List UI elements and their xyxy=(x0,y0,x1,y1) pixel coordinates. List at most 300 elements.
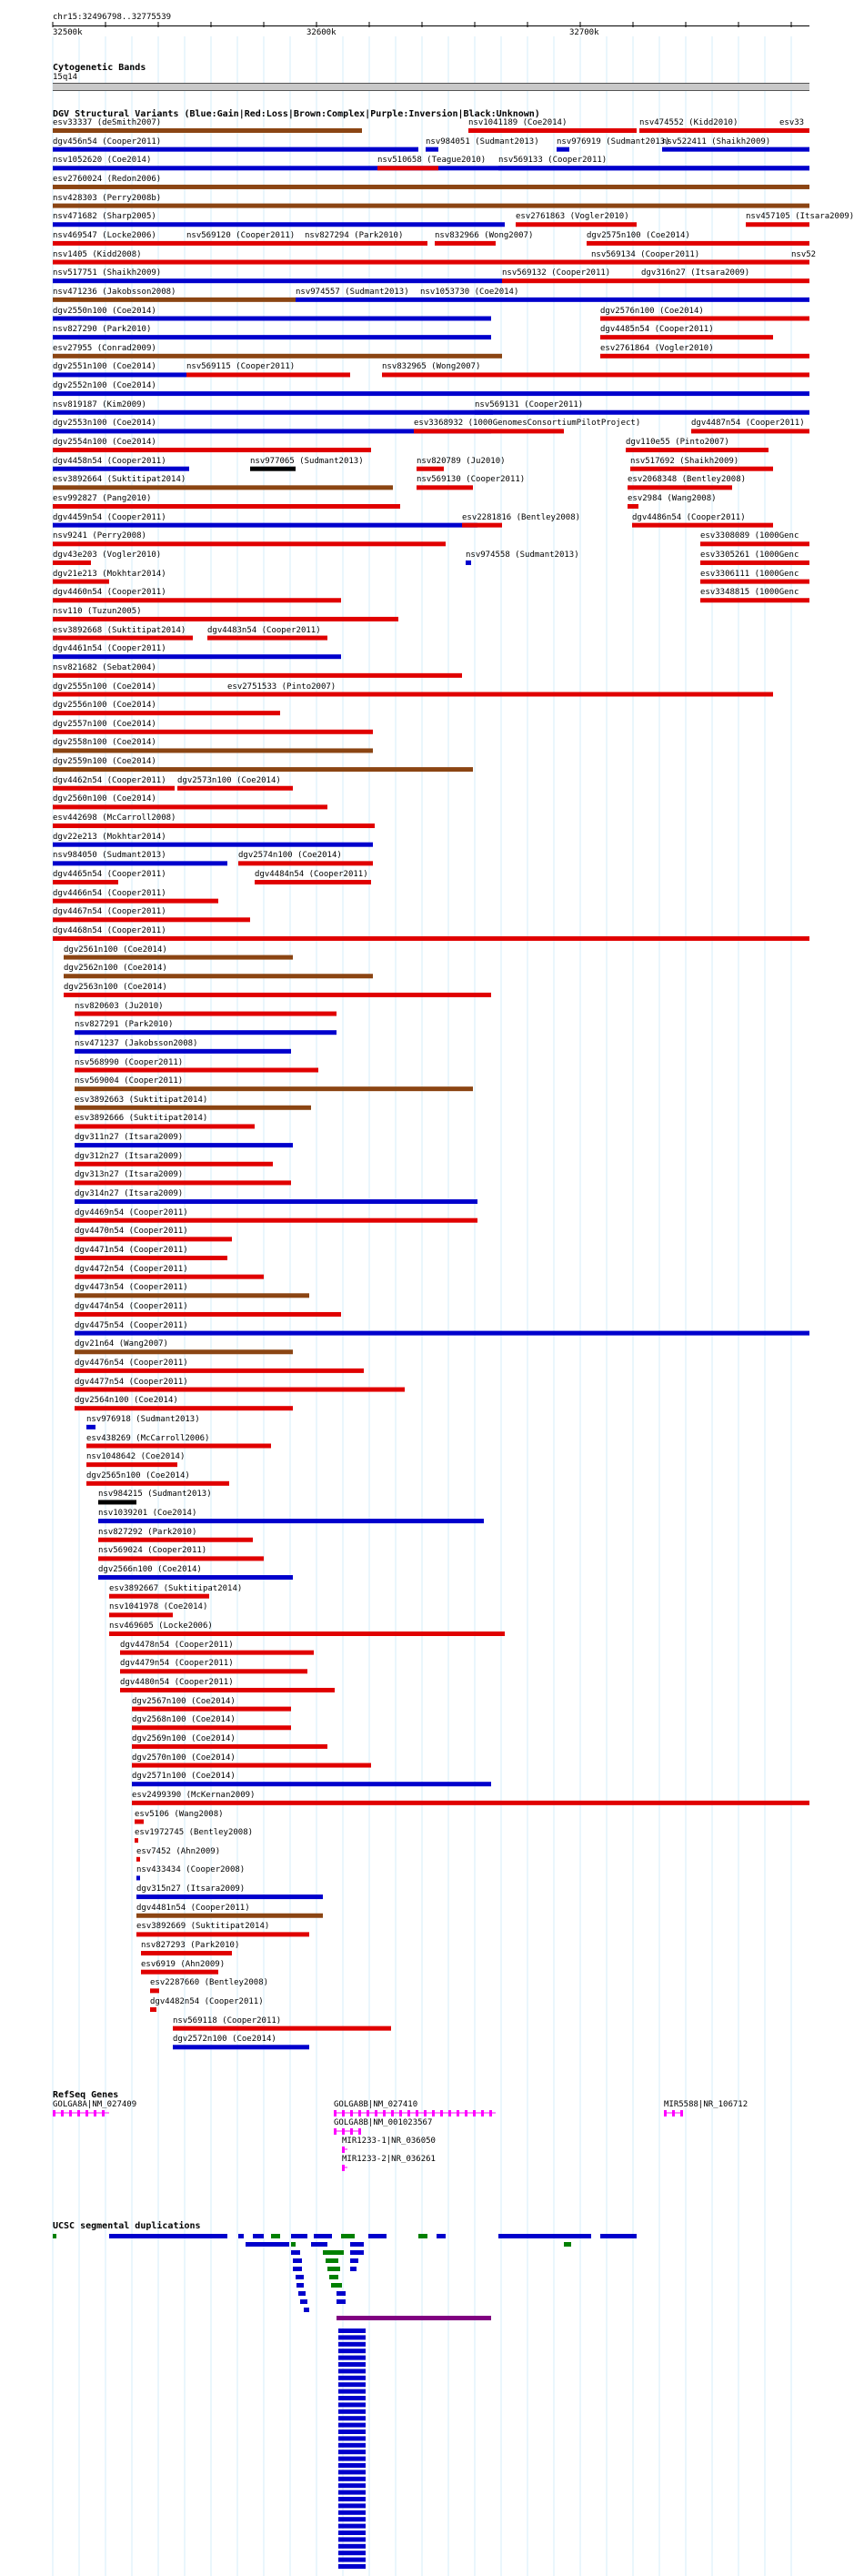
refseq-exon[interactable] xyxy=(473,2110,476,2116)
dgv-variant-label[interactable]: dgv4460n54 (Cooper2011) xyxy=(53,588,166,598)
dgv-variant-label[interactable]: nsv1039201 (Coe2014) xyxy=(98,1509,197,1519)
dgv-variant-label[interactable]: dgv110e55 (Pinto2007) xyxy=(626,438,729,448)
dgv-variant-bar[interactable] xyxy=(641,278,809,283)
dgv-variant-bar[interactable] xyxy=(53,636,193,641)
dgv-variant-label[interactable]: nsv474552 (Kidd2010) xyxy=(639,118,738,127)
dgv-variant-bar[interactable] xyxy=(86,1425,95,1429)
dgv-variant-bar[interactable] xyxy=(98,1519,484,1523)
segmental-duplication[interactable] xyxy=(338,2402,366,2407)
dgv-variant-label[interactable]: esv3348815 (1000Genc xyxy=(700,588,799,598)
dgv-variant-label[interactable]: dgv4470n54 (Cooper2011) xyxy=(75,1227,188,1237)
refseq-exon[interactable] xyxy=(85,2110,88,2116)
refseq-exon[interactable] xyxy=(94,2110,96,2116)
dgv-variant-label[interactable]: nsv832966 (Wong2007) xyxy=(435,230,534,240)
refseq-exon[interactable] xyxy=(69,2110,72,2116)
dgv-variant-label[interactable]: nsv110 (Tuzun2005) xyxy=(53,606,142,616)
dgv-variant-label[interactable]: dgv2558n100 (Coe2014) xyxy=(53,738,156,748)
dgv-variant-bar[interactable] xyxy=(136,1857,140,1862)
dgv-variant-bar[interactable] xyxy=(791,260,809,265)
refseq-exon[interactable] xyxy=(457,2110,459,2116)
segmental-duplication[interactable] xyxy=(338,2436,366,2440)
dgv-variant-label[interactable]: dgv316n27 (Itsara2009) xyxy=(641,268,750,278)
dgv-variant-label[interactable]: esv3892669 (Suktitipat2014) xyxy=(136,1922,270,1932)
dgv-variant-label[interactable]: dgv2561n100 (Coe2014) xyxy=(64,945,167,955)
dgv-variant-label[interactable]: nsv569130 (Cooper2011) xyxy=(417,475,526,485)
segmental-duplication[interactable] xyxy=(293,2267,302,2271)
dgv-variant-label[interactable]: nsv433434 (Cooper2008) xyxy=(136,1865,246,1875)
dgv-variant-label[interactable]: nsv1041978 (Coe2014) xyxy=(109,1602,208,1612)
segmental-duplication[interactable] xyxy=(338,2356,366,2360)
refseq-exon[interactable] xyxy=(440,2110,443,2116)
segmental-duplication[interactable] xyxy=(246,2242,289,2247)
dgv-variant-bar[interactable] xyxy=(53,317,491,321)
dgv-variant-bar[interactable] xyxy=(64,993,491,997)
dgv-variant-label[interactable]: dgv4469n54 (Cooper2011) xyxy=(75,1207,188,1217)
segmental-duplication[interactable] xyxy=(437,2234,446,2238)
dgv-variant-bar[interactable] xyxy=(475,410,809,415)
segmental-duplication[interactable] xyxy=(338,2335,366,2339)
segmental-duplication[interactable] xyxy=(291,2234,307,2238)
dgv-variant-bar[interactable] xyxy=(98,1556,264,1561)
dgv-variant-label[interactable]: esv442698 (McCarroll2008) xyxy=(53,813,176,823)
dgv-variant-bar[interactable] xyxy=(417,485,473,490)
dgv-variant-label[interactable]: dgv4465n54 (Cooper2011) xyxy=(53,870,166,879)
dgv-variant-bar[interactable] xyxy=(53,222,505,227)
dgv-variant-bar[interactable] xyxy=(468,128,637,133)
dgv-variant-label[interactable]: nsv984050 (Sudmant2013) xyxy=(53,851,166,861)
dgv-variant-bar[interactable] xyxy=(53,504,400,509)
dgv-variant-label[interactable]: dgv2571n100 (Coe2014) xyxy=(132,1772,236,1782)
dgv-variant-label[interactable]: esv2751533 (Pinto2007) xyxy=(227,682,337,692)
dgv-variant-bar[interactable] xyxy=(141,1970,218,1975)
segmental-duplication[interactable] xyxy=(338,2416,366,2420)
dgv-variant-label[interactable]: dgv4459n54 (Cooper2011) xyxy=(53,512,166,522)
dgv-variant-label[interactable]: nsv457105 (Itsara2009) xyxy=(746,212,854,222)
dgv-variant-bar[interactable] xyxy=(516,222,637,227)
dgv-variant-label[interactable]: esv3892668 (Suktitipat2014) xyxy=(53,625,186,635)
dgv-variant-bar[interactable] xyxy=(109,1594,209,1599)
segmental-duplication[interactable] xyxy=(338,2517,366,2521)
dgv-variant-label[interactable]: dgv456n54 (Cooper2011) xyxy=(53,136,162,146)
dgv-variant-label[interactable]: nsv428303 (Perry2008b) xyxy=(53,193,162,203)
refseq-exon[interactable] xyxy=(383,2110,386,2116)
dgv-variant-bar[interactable] xyxy=(75,1012,337,1016)
segmental-duplication[interactable] xyxy=(338,2524,366,2529)
segmental-duplication[interactable] xyxy=(350,2250,364,2255)
dgv-variant-label[interactable]: dgv2569n100 (Coe2014) xyxy=(132,1733,236,1743)
dgv-variant-label[interactable]: nsv976919 (Sudmant2013) xyxy=(557,136,670,146)
dgv-variant-label[interactable]: nsv832965 (Wong2007) xyxy=(382,362,481,372)
dgv-variant-bar[interactable] xyxy=(135,1838,138,1843)
segmental-duplication[interactable] xyxy=(350,2258,358,2263)
dgv-variant-label[interactable]: dgv2550n100 (Coe2014) xyxy=(53,306,156,316)
refseq-exon[interactable] xyxy=(334,2128,337,2135)
refseq-exon[interactable] xyxy=(672,2110,675,2116)
dgv-variant-bar[interactable] xyxy=(53,335,491,339)
segmental-duplication[interactable] xyxy=(338,2362,366,2367)
dgv-variant-bar[interactable] xyxy=(53,561,91,565)
segmental-duplication[interactable] xyxy=(338,2423,366,2428)
dgv-variant-label[interactable]: dgv2570n100 (Coe2014) xyxy=(132,1753,236,1763)
dgv-variant-bar[interactable] xyxy=(53,372,186,377)
dgv-variant-label[interactable]: esv2281816 (Bentley2008) xyxy=(462,512,581,522)
dgv-variant-bar[interactable] xyxy=(173,2045,309,2049)
dgv-variant-bar[interactable] xyxy=(132,1763,371,1768)
dgv-variant-bar[interactable] xyxy=(75,1331,809,1336)
dgv-variant-bar[interactable] xyxy=(53,617,398,621)
dgv-variant-label[interactable]: nsv568990 (Cooper2011) xyxy=(75,1057,184,1067)
dgv-variant-bar[interactable] xyxy=(700,598,809,602)
segmental-duplication[interactable] xyxy=(271,2234,280,2238)
dgv-variant-label[interactable]: nsv974557 (Sudmant2013) xyxy=(296,287,409,297)
cytoband-track-title[interactable]: Cytogenetic Bands xyxy=(53,63,146,73)
segmental-duplication[interactable] xyxy=(338,2551,366,2555)
dgv-variant-bar[interactable] xyxy=(628,504,638,509)
dgv-variant-label[interactable]: nsv471236 (Jakobsson2008) xyxy=(53,287,176,297)
refseq-exon[interactable] xyxy=(432,2110,435,2116)
segmental-duplication[interactable] xyxy=(331,2283,342,2288)
dgv-variant-bar[interactable] xyxy=(53,711,280,715)
refseq-exon[interactable] xyxy=(367,2110,369,2116)
dgv-variant-label[interactable]: esv6919 (Ahn2009) xyxy=(141,1959,226,1969)
dgv-variant-bar[interactable] xyxy=(296,298,420,302)
dgv-variant-label[interactable]: dgv4485n54 (Cooper2011) xyxy=(600,325,714,335)
dgv-variant-bar[interactable] xyxy=(136,1914,323,1918)
dgv-variant-bar[interactable] xyxy=(466,561,471,565)
dgv-variant-bar[interactable] xyxy=(150,2007,156,2012)
refseq-exon[interactable] xyxy=(358,2128,361,2135)
dgv-variant-bar[interactable] xyxy=(150,1988,159,1993)
dgv-variant-label[interactable]: dgv4476n54 (Cooper2011) xyxy=(75,1358,188,1368)
dgv-variant-bar[interactable] xyxy=(53,185,809,189)
refseq-exon[interactable] xyxy=(399,2110,402,2116)
dgv-variant-label[interactable]: dgv313n27 (Itsara2009) xyxy=(75,1170,184,1180)
refseq-exon[interactable] xyxy=(334,2110,337,2116)
dgv-variant-label[interactable]: dgv4475n54 (Cooper2011) xyxy=(75,1320,188,1330)
dgv-variant-label[interactable]: esv2068348 (Bentley2008) xyxy=(628,475,747,485)
segmental-duplication[interactable] xyxy=(329,2275,338,2279)
dgv-variant-bar[interactable] xyxy=(64,974,373,978)
dgv-variant-label[interactable]: nsv569120 (Cooper2011) xyxy=(186,230,296,240)
dgv-variant-label[interactable]: nsv827291 (Park2010) xyxy=(75,1020,174,1030)
dgv-variant-bar[interactable] xyxy=(53,128,362,133)
dgv-variant-bar[interactable] xyxy=(53,448,371,452)
dgv-variant-bar[interactable] xyxy=(177,786,293,791)
segmental-duplication[interactable] xyxy=(337,2291,346,2296)
dgv-variant-bar[interactable] xyxy=(132,1801,809,1805)
dgv-variant-label[interactable]: nsv977065 (Sudmant2013) xyxy=(250,456,364,466)
segmental-duplication[interactable] xyxy=(304,2308,309,2312)
dgv-variant-label[interactable]: esv3306111 (1000Genc xyxy=(700,569,799,579)
refseq-gene-label[interactable]: GOLGA8B|NM_027410 xyxy=(334,2100,418,2109)
dgv-variant-label[interactable]: dgv4477n54 (Cooper2011) xyxy=(75,1377,188,1387)
refseq-exon[interactable] xyxy=(350,2128,353,2135)
dgv-variant-bar[interactable] xyxy=(141,1951,232,1955)
dgv-variant-label[interactable]: dgv2573n100 (Coe2014) xyxy=(177,775,281,785)
dgv-variant-bar[interactable] xyxy=(120,1651,314,1655)
dgv-variant-label[interactable]: dgv4473n54 (Cooper2011) xyxy=(75,1283,188,1293)
segmental-duplication[interactable] xyxy=(338,2389,366,2394)
dgv-variant-label[interactable]: dgv315n27 (Itsara2009) xyxy=(136,1884,246,1894)
dgv-variant-bar[interactable] xyxy=(426,147,438,152)
refseq-exon[interactable] xyxy=(416,2110,418,2116)
dgv-variant-bar[interactable] xyxy=(498,166,809,170)
dgv-variant-bar[interactable] xyxy=(75,1218,477,1223)
dgv-variant-bar[interactable] xyxy=(132,1782,491,1786)
dgv-variant-bar[interactable] xyxy=(75,1124,255,1128)
dgv-variant-label[interactable]: esv1972745 (Bentley2008) xyxy=(135,1828,254,1838)
dgv-variant-bar[interactable] xyxy=(75,1199,477,1204)
dgv-variant-bar[interactable] xyxy=(53,823,375,828)
dgv-variant-bar[interactable] xyxy=(250,467,296,471)
dgv-variant-bar[interactable] xyxy=(109,1612,173,1617)
dgv-variant-bar[interactable] xyxy=(173,2026,391,2031)
dgv-variant-bar[interactable] xyxy=(136,1894,323,1899)
dgv-variant-label[interactable]: nsv569118 (Cooper2011) xyxy=(173,2015,282,2025)
dgv-variant-label[interactable]: esv7452 (Ahn2009) xyxy=(136,1846,221,1856)
refseq-exon[interactable] xyxy=(391,2110,394,2116)
dgv-variant-bar[interactable] xyxy=(53,354,502,359)
segmental-duplication[interactable] xyxy=(564,2242,571,2247)
dgv-variant-bar[interactable] xyxy=(53,241,186,246)
dgv-variant-label[interactable]: dgv4468n54 (Cooper2011) xyxy=(53,925,166,935)
dgv-variant-bar[interactable] xyxy=(75,1369,364,1373)
dgv-variant-label[interactable]: nsv569134 (Cooper2011) xyxy=(591,249,700,259)
segmental-duplication[interactable] xyxy=(338,2369,366,2373)
dgv-variant-label[interactable]: dgv4482n54 (Cooper2011) xyxy=(150,1997,264,2006)
dgv-variant-label[interactable]: esv5106 (Wang2008) xyxy=(135,1809,224,1819)
dgv-variant-label[interactable]: nsv469547 (Locke2006) xyxy=(53,230,156,240)
dgv-variant-label[interactable]: nsv569131 (Cooper2011) xyxy=(475,399,584,409)
segmental-duplication[interactable] xyxy=(337,2316,491,2320)
dgv-variant-bar[interactable] xyxy=(86,1481,229,1486)
dgv-variant-bar[interactable] xyxy=(53,748,373,753)
dgv-variant-bar[interactable] xyxy=(109,1631,505,1636)
dgv-variant-bar[interactable] xyxy=(53,843,373,847)
dgv-variant-bar[interactable] xyxy=(700,580,809,584)
dgv-variant-bar[interactable] xyxy=(53,654,341,659)
dgv-variant-label[interactable]: dgv4486n54 (Cooper2011) xyxy=(632,512,746,522)
segmental-duplication[interactable] xyxy=(314,2234,332,2238)
dgv-variant-label[interactable]: nsv569133 (Cooper2011) xyxy=(498,156,608,166)
dgv-variant-bar[interactable] xyxy=(53,147,418,152)
dgv-track-title[interactable]: DGV Structural Variants (Blue:Gain|Red:Loss|Brown:Complex|Purple:Inversion|Black:Unknown) xyxy=(53,109,540,119)
dgv-variant-label[interactable]: dgv4461n54 (Cooper2011) xyxy=(53,644,166,654)
dgv-variant-label[interactable]: dgv2555n100 (Coe2014) xyxy=(53,682,156,692)
segmental-duplication[interactable] xyxy=(109,2234,227,2238)
segmental-duplication[interactable] xyxy=(338,2382,366,2387)
dgv-variant-label[interactable]: dgv2562n100 (Coe2014) xyxy=(64,964,167,974)
segmental-duplication[interactable] xyxy=(253,2234,264,2238)
dgv-variant-bar[interactable] xyxy=(53,861,227,865)
dgv-variant-label[interactable]: dgv311n27 (Itsara2009) xyxy=(75,1133,184,1143)
segmental-duplication[interactable] xyxy=(337,2299,346,2304)
dgv-variant-label[interactable]: dgv4474n54 (Cooper2011) xyxy=(75,1301,188,1311)
dgv-variant-bar[interactable] xyxy=(746,222,809,227)
segmental-duplication[interactable] xyxy=(338,2430,366,2434)
segmental-duplication[interactable] xyxy=(338,2329,366,2333)
segmental-duplication[interactable] xyxy=(338,2376,366,2380)
dgv-variant-bar[interactable] xyxy=(120,1688,335,1692)
dgv-variant-label[interactable]: esv3892664 (Suktitipat2014) xyxy=(53,475,186,485)
dgv-variant-label[interactable]: dgv4479n54 (Cooper2011) xyxy=(120,1659,234,1669)
dgv-variant-bar[interactable] xyxy=(64,955,293,960)
segmental-duplication[interactable] xyxy=(338,2490,366,2495)
dgv-variant-bar[interactable] xyxy=(186,372,350,377)
segmental-duplication[interactable] xyxy=(341,2234,355,2238)
segmental-duplication[interactable] xyxy=(338,2537,366,2541)
dgv-variant-bar[interactable] xyxy=(691,429,809,433)
dgv-variant-bar[interactable] xyxy=(136,1932,309,1936)
refseq-exon[interactable] xyxy=(342,2165,345,2171)
segmental-duplication[interactable] xyxy=(311,2242,327,2247)
dgv-variant-bar[interactable] xyxy=(639,128,779,133)
dgv-variant-label[interactable]: dgv4478n54 (Cooper2011) xyxy=(120,1640,234,1650)
segmental-duplication[interactable] xyxy=(338,2544,366,2549)
segmental-duplication[interactable] xyxy=(338,2477,366,2481)
segmental-duplication[interactable] xyxy=(298,2291,306,2296)
dgv-variant-label[interactable]: nsv522411 (Shaikh2009) xyxy=(662,136,771,146)
dgv-variant-label[interactable]: esv2287660 (Bentley2008) xyxy=(150,1978,269,1988)
segmental-duplication[interactable] xyxy=(498,2234,591,2238)
dgv-variant-label[interactable]: dgv4487n54 (Cooper2011) xyxy=(691,419,805,429)
dgv-variant-bar[interactable] xyxy=(75,1180,291,1185)
dgv-variant-bar[interactable] xyxy=(502,278,641,283)
dgv-variant-bar[interactable] xyxy=(587,241,809,246)
refseq-gene-label[interactable]: MIR1233-1|NR_036050 xyxy=(342,2137,436,2146)
dgv-variant-bar[interactable] xyxy=(75,1388,405,1392)
dgv-variant-label[interactable]: dgv4462n54 (Cooper2011) xyxy=(53,775,166,785)
dgv-variant-label[interactable]: nsv827290 (Park2010) xyxy=(53,325,152,335)
segmental-duplication[interactable] xyxy=(338,2470,366,2474)
dgv-variant-label[interactable]: dgv2563n100 (Coe2014) xyxy=(64,982,167,992)
dgv-variant-bar[interactable] xyxy=(75,1406,293,1410)
dgv-variant-label[interactable]: dgv2576n100 (Coe2014) xyxy=(600,306,704,316)
dgv-variant-bar[interactable] xyxy=(53,410,493,415)
dgv-variant-bar[interactable] xyxy=(98,1500,136,1504)
dgv-variant-bar[interactable] xyxy=(53,298,296,302)
dgv-variant-label[interactable]: nsv1048642 (Coe2014) xyxy=(86,1452,186,1462)
dgv-variant-bar[interactable] xyxy=(53,580,109,584)
dgv-variant-label[interactable]: esv3368932 (1000GenomesConsortiumPilotProject) xyxy=(414,419,641,429)
segmental-duplication[interactable] xyxy=(338,2558,366,2562)
segmental-duplication[interactable] xyxy=(338,2483,366,2488)
dgv-variant-label[interactable]: nsv827292 (Park2010) xyxy=(98,1527,197,1537)
segmental-duplication[interactable] xyxy=(300,2299,307,2304)
dgv-variant-bar[interactable] xyxy=(75,1275,264,1279)
dgv-variant-bar[interactable] xyxy=(53,730,373,734)
segmental-duplication[interactable] xyxy=(53,2234,56,2238)
segmental-duplication[interactable] xyxy=(296,2275,304,2279)
dgv-variant-label[interactable]: nsv984051 (Sudmant2013) xyxy=(426,136,539,146)
segmental-duplication[interactable] xyxy=(238,2234,244,2238)
dgv-variant-bar[interactable] xyxy=(53,391,809,396)
dgv-variant-label[interactable]: dgv22e213 (Mokhtar2014) xyxy=(53,832,166,842)
dgv-variant-bar[interactable] xyxy=(86,1444,271,1449)
segmental-duplication[interactable] xyxy=(338,2497,366,2501)
dgv-variant-bar[interactable] xyxy=(75,1030,337,1035)
dgv-variant-label[interactable]: dgv4458n54 (Cooper2011) xyxy=(53,456,166,466)
dgv-variant-bar[interactable] xyxy=(377,166,438,170)
dgv-variant-bar[interactable] xyxy=(630,467,773,471)
dgv-variant-label[interactable]: dgv2553n100 (Coe2014) xyxy=(53,419,156,429)
dgv-variant-bar[interactable] xyxy=(700,561,809,565)
dgv-variant-bar[interactable] xyxy=(628,485,732,490)
segmental-duplication[interactable] xyxy=(338,2342,366,2347)
refseq-exon[interactable] xyxy=(407,2110,410,2116)
dgv-variant-label[interactable]: nsv569004 (Cooper2011) xyxy=(75,1076,184,1086)
dgv-variant-label[interactable]: dgv2568n100 (Coe2014) xyxy=(132,1715,236,1725)
dgv-variant-bar[interactable] xyxy=(591,260,791,265)
dgv-variant-label[interactable]: dgv2552n100 (Coe2014) xyxy=(53,381,156,391)
dgv-variant-bar[interactable] xyxy=(75,1312,341,1317)
dgv-variant-bar[interactable] xyxy=(53,880,118,884)
dgv-variant-bar[interactable] xyxy=(53,786,175,791)
dgv-variant-label[interactable]: dgv2565n100 (Coe2014) xyxy=(86,1470,190,1480)
dgv-variant-label[interactable]: dgv2556n100 (Coe2014) xyxy=(53,701,156,711)
dgv-variant-label[interactable]: esv3892663 (Suktitipat2014) xyxy=(75,1095,208,1105)
dgv-variant-label[interactable]: dgv2554n100 (Coe2014) xyxy=(53,438,156,448)
dgv-variant-bar[interactable] xyxy=(53,917,250,922)
dgv-variant-label[interactable]: dgv21e213 (Mokhtar2014) xyxy=(53,569,166,579)
dgv-variant-label[interactable]: esv33337 (deSmith2007) xyxy=(53,118,162,127)
refseq-exon[interactable] xyxy=(465,2110,467,2116)
dgv-variant-label[interactable]: dgv4484n54 (Cooper2011) xyxy=(255,870,368,879)
dgv-variant-label[interactable]: dgv2566n100 (Coe2014) xyxy=(98,1565,202,1575)
segmental-duplication[interactable] xyxy=(338,2409,366,2414)
dgv-variant-label[interactable]: nsv510658 (Teague2010) xyxy=(377,156,487,166)
dgv-variant-label[interactable]: dgv4472n54 (Cooper2011) xyxy=(75,1264,188,1274)
dgv-variant-label[interactable]: dgv2551n100 (Coe2014) xyxy=(53,362,156,372)
segmental-duplication[interactable] xyxy=(296,2283,304,2288)
dgv-variant-bar[interactable] xyxy=(53,523,477,528)
refseq-track-title[interactable]: RefSeq Genes xyxy=(53,2090,119,2100)
dgv-variant-bar[interactable] xyxy=(600,354,809,359)
segmental-duplication[interactable] xyxy=(338,2564,366,2569)
dgv-variant-bar[interactable] xyxy=(75,1143,293,1147)
dgv-variant-bar[interactable] xyxy=(98,1538,253,1542)
dgv-variant-label[interactable]: dgv2557n100 (Coe2014) xyxy=(53,719,156,729)
dgv-variant-bar[interactable] xyxy=(305,241,427,246)
refseq-exon[interactable] xyxy=(481,2110,484,2116)
segmental-duplication[interactable] xyxy=(293,2258,302,2263)
dgv-variant-label[interactable]: nsv820603 (Ju2010) xyxy=(75,1001,164,1011)
dgv-variant-label[interactable]: esv3892666 (Suktitipat2014) xyxy=(75,1114,208,1124)
dgv-variant-label[interactable]: dgv2572n100 (Coe2014) xyxy=(173,2035,276,2045)
dgv-variant-bar[interactable] xyxy=(75,1162,273,1167)
dgv-variant-bar[interactable] xyxy=(53,467,189,471)
dgv-variant-bar[interactable] xyxy=(75,1256,227,1260)
refseq-exon[interactable] xyxy=(102,2110,105,2116)
segmental-duplication[interactable] xyxy=(338,2457,366,2461)
dgv-variant-bar[interactable] xyxy=(632,523,773,528)
dgv-variant-bar[interactable] xyxy=(53,767,473,772)
dgv-variant-bar[interactable] xyxy=(98,1575,293,1580)
dgv-variant-label[interactable]: esv2760024 (Redon2006) xyxy=(53,174,162,184)
dgv-variant-label[interactable]: nsv819187 (Kim2009) xyxy=(53,399,146,409)
dgv-variant-bar[interactable] xyxy=(135,1820,144,1824)
dgv-variant-label[interactable]: dgv4471n54 (Cooper2011) xyxy=(75,1246,188,1255)
dgv-variant-label[interactable]: nsv9241 (Perry2008) xyxy=(53,531,146,541)
dgv-variant-bar[interactable] xyxy=(132,1744,327,1749)
dgv-variant-label[interactable]: esv2984 (Wang2008) xyxy=(628,494,717,503)
dgv-variant-bar[interactable] xyxy=(53,541,446,546)
dgv-variant-label[interactable]: dgv2574n100 (Coe2014) xyxy=(238,851,342,861)
dgv-variant-bar[interactable] xyxy=(227,692,773,697)
refseq-exon[interactable] xyxy=(448,2110,451,2116)
refseq-exon[interactable] xyxy=(53,2110,55,2116)
dgv-variant-label[interactable]: nsv827293 (Park2010) xyxy=(141,1941,240,1951)
